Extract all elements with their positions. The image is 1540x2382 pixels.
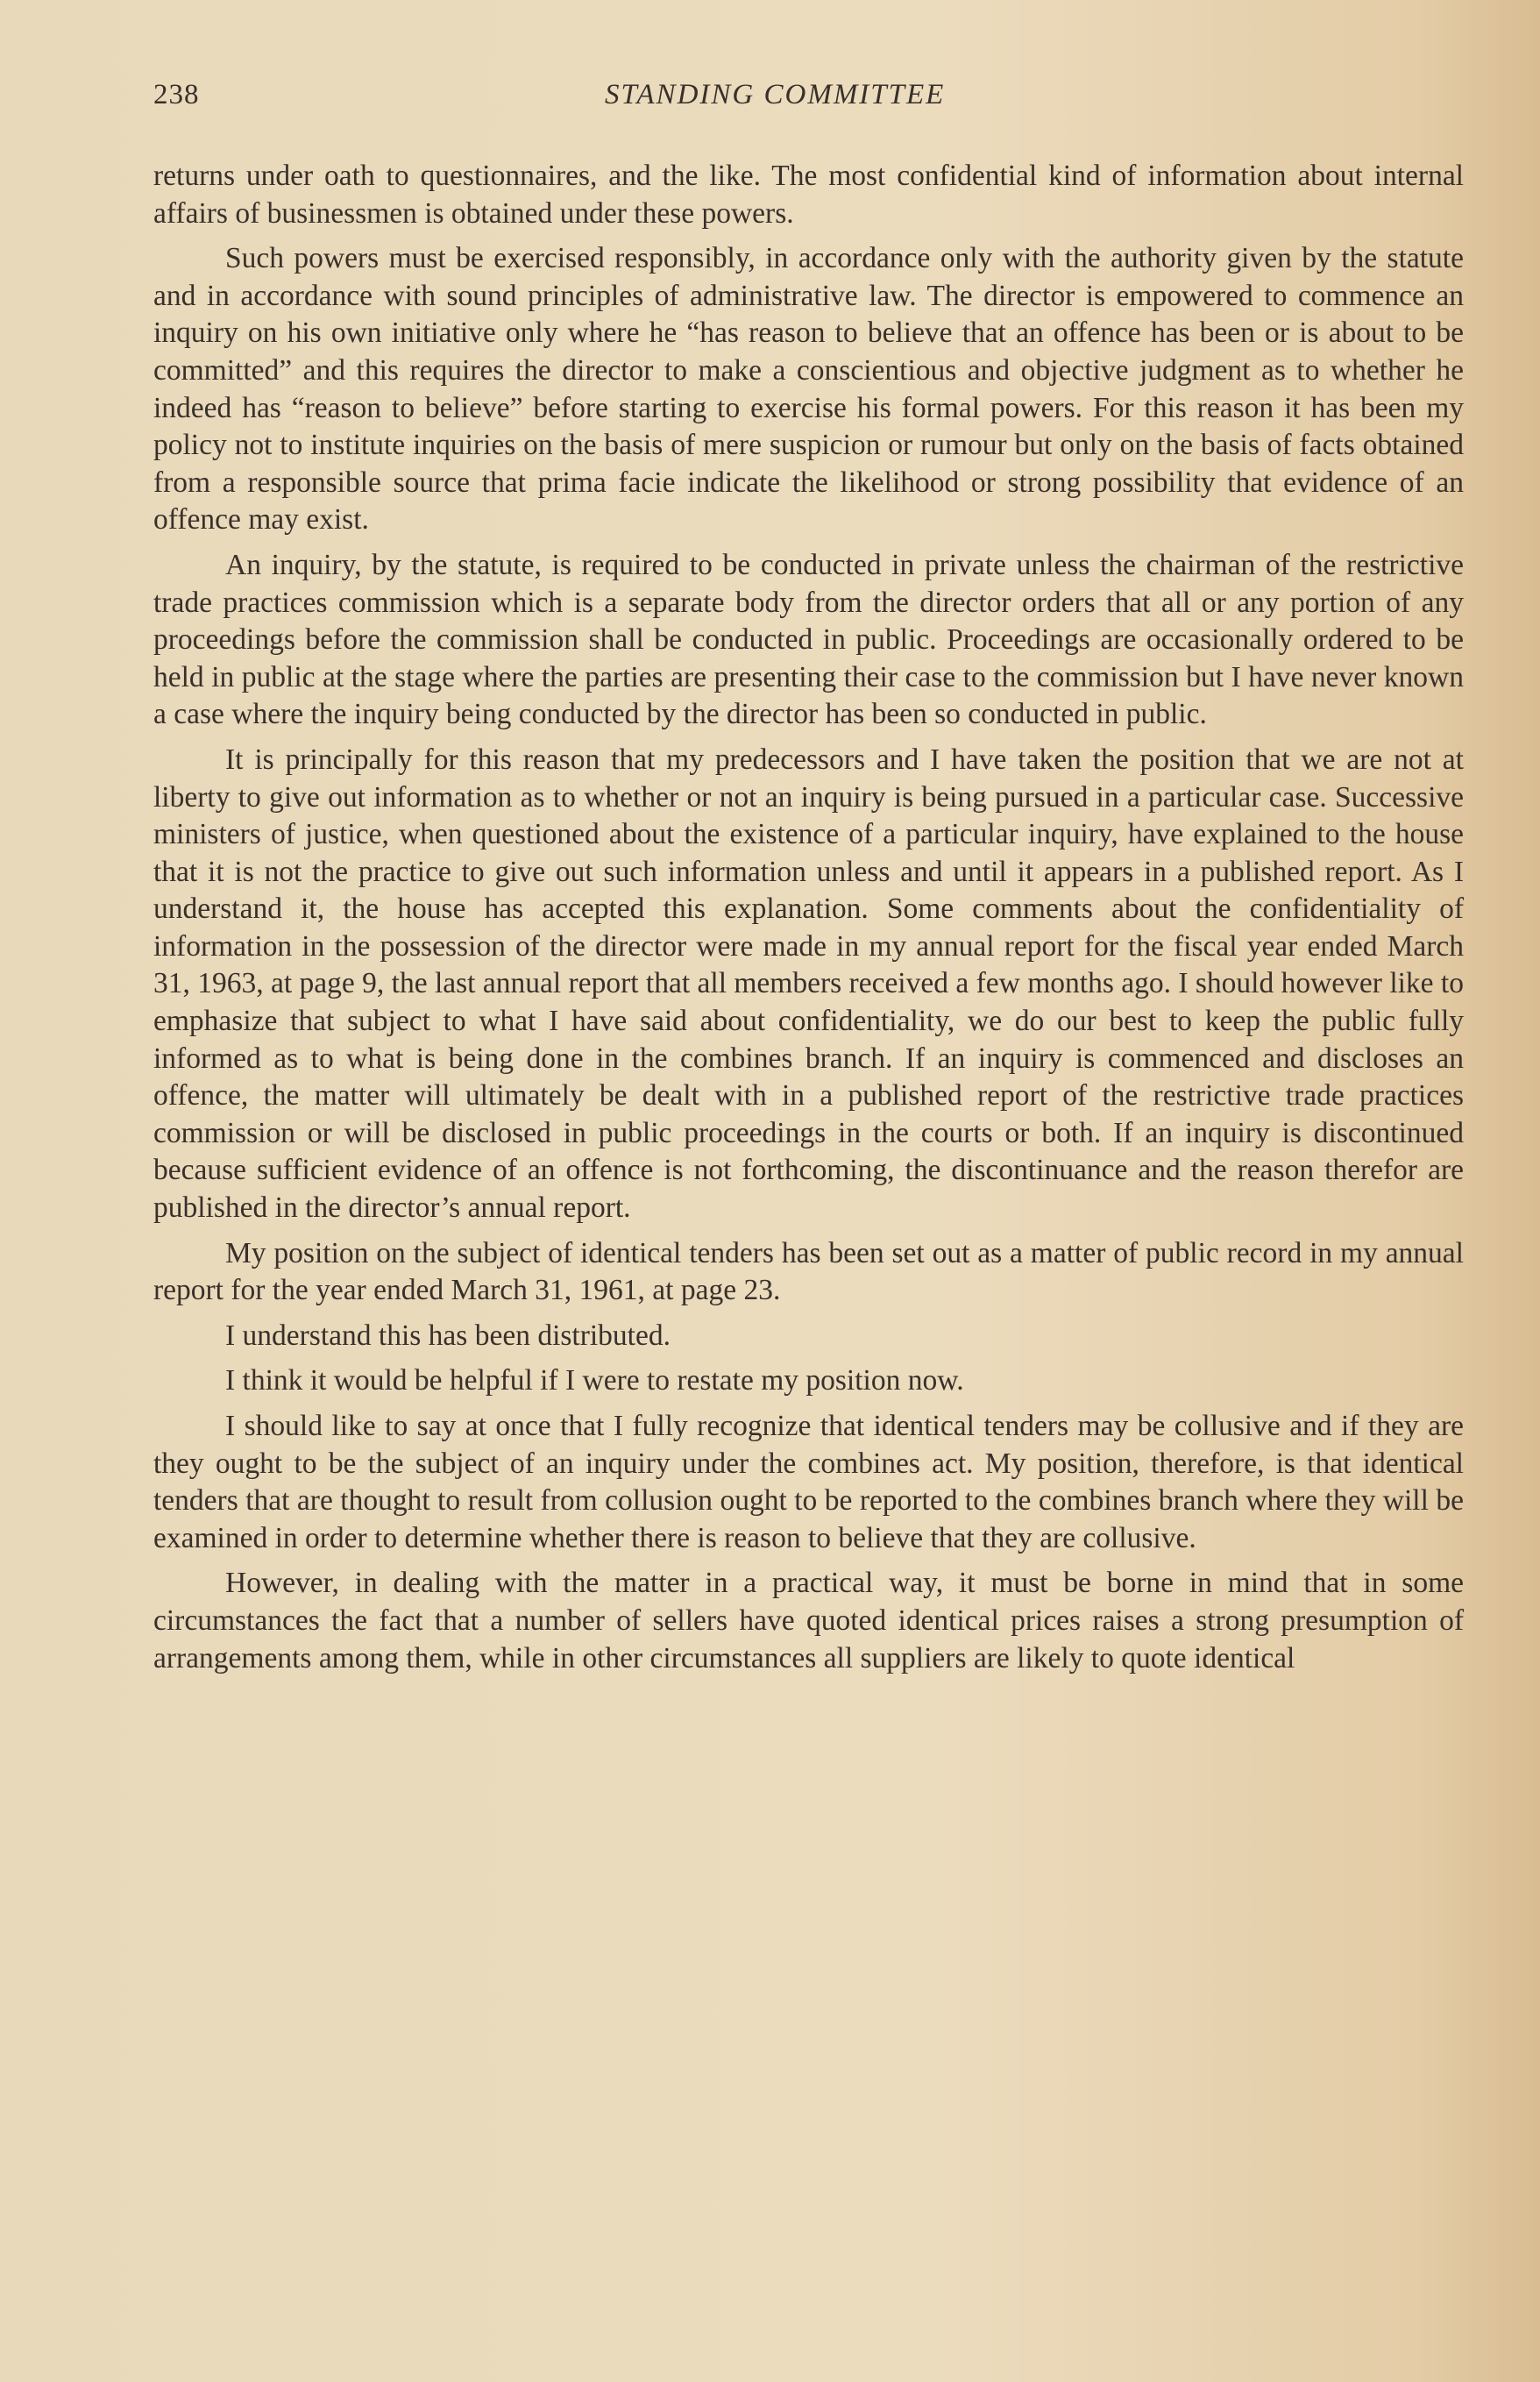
paragraph-8: I should like to say at once that I fully recognize that identical tenders may be collusive and if they are they ought to be the subject of an inquiry under the combines act. My position, therefore, is that identical tenders that are thought to result from collusion ought to be reported to the combines branch where they will be examined in order to determine whether there is reason to believe that they are collusive.: [153, 1410, 1464, 1554]
paragraph-5: My position on the subject of identical tenders has been set out as a matter of public record in my annual report for the year ended March 31, 1961, at page 23.: [153, 1236, 1464, 1307]
paragraph-6: I understand this has been distributed.: [225, 1319, 671, 1352]
paragraph-4: It is principally for this reason that my predecessors and I have taken the position that we are not at liberty to give out information as to whether or not an inquiry is being pursued in a particular case. Successive ministers of justice, when questioned about the existence of a particular inquiry, have explained to the house that it is not the practice to give out such information unless and until it appears in a published report. As I understand it, the house has accepted this explanation. Some comments about the confidentiality of information in the possession of the director were made in my annual report for the fiscal year ended March 31, 1963, at page 9, the last annual report that all members received a few months ago. I should however like to emphasize that subject to what I have said about confidentiality, we do our best to keep the public fully informed as to what is being done in the combines branch. If an inquiry is commenced and discloses an offence, the matter will ultimately be dealt with in a published report of the restrictive trade practices commission or will be disclosed in public proceedings in the courts or both. If an inquiry is discontinued because sufficient evidence of an offence is not forthcoming, the discontinuance and the reason therefor are published in the director’s annual report.: [153, 743, 1464, 1225]
paragraph-9: However, in dealing with the matter in a practical way, it must be borne in mind that in some circumstances the fact that a number of sellers have quoted identical prices raises a strong presumption of arrangements among them, while in other circumstances all suppliers are likely to quote identical: [153, 1567, 1464, 1675]
body-text: [153, 158, 1464, 1685]
paragraph-2: Such powers must be exercised responsibly, in accordance only with the authority given by the statute and in accordance with sound principles of administrative law. The director is empowered to commence an inquiry on his own initiative only where he “has reason to believe that an offence has been or is about to be committed” and this requires the director to make a conscientious and objective judgment as to whether he indeed has “reason to believe” before starting to exercise his formal powers. For this reason it has been my policy not to institute inquiries on the basis of mere suspicion or rumour but only on the basis of facts obtained from a responsible source that prima facie indicate the likelihood or strong possibility that evidence of an offence may exist.: [153, 242, 1464, 537]
page-header: [153, 79, 1468, 123]
running-head: STANDING COMMITTEE: [605, 79, 946, 110]
paragraph-1: returns under oath to questionnaires, and the like. The most confidential kind of information about internal affairs of businessmen is obtained under these powers.: [153, 160, 1464, 230]
paragraph-7: I think it would be helpful if I were to restate my position now.: [225, 1364, 964, 1397]
paragraph-3: An inquiry, by the statute, is required to be conducted in private unless the chairman of the restrictive trade practices commission which is a separate body from the director orders that all or any portion of any proceedings before the commission shall be conducted in public. Proceedings are occasionally ordered to be held in public at the stage where the parties are presenting their case to the commission but I have never known a case where the inquiry being conducted by the director has been so conducted in public.: [153, 548, 1464, 731]
page-number: 238: [153, 79, 200, 110]
